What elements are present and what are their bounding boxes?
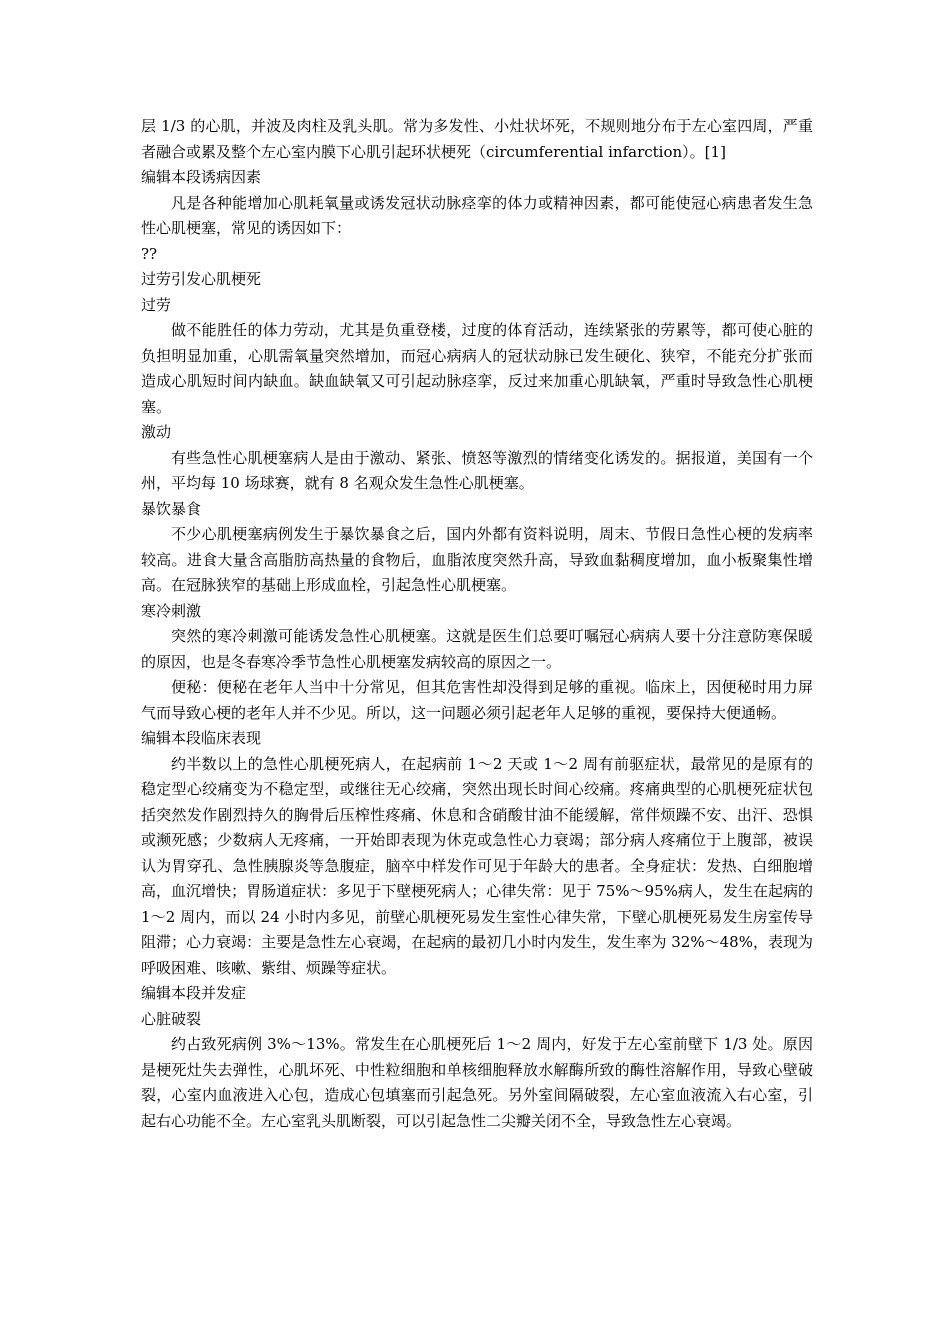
paragraph-excitement: 有些急性心肌梗塞病人是由于激动、紧张、愤怒等激烈的情绪变化诱发的。据报道，美国有一个州，平均每 10 场球赛，就有 8 名观众发生急性心肌梗塞。: [141, 448, 813, 492]
subheading-cold: 寒冷刺激: [141, 601, 202, 620]
subheading-excitement: 激动: [141, 423, 172, 441]
paragraph-causes-intro: 凡是各种能增加心肌耗氧量或诱发冠状动脉痉挛的体力或精神因素，都可能使冠心病患者发生急性心肌梗塞，常见的诱因如下：: [141, 193, 813, 237]
paragraph-overeating: 不少心肌梗塞病例发生于暴饮暴食之后，国内外都有资料说明，周末、节假日急性心梗的发病率较高。进食大量含高脂肪高热量的食物后，血脂浓度突然升高，导致血黏稠度增加，血小板聚集性增高。在冠脉狭窄的基础上形成血栓，引起急性心肌梗塞。: [141, 525, 813, 594]
paragraph-clinical: 约半数以上的急性心肌梗死病人，在起病前 1～2 天或 1～2 周有前驱症状，最常见的是原有的稳定型心绞痛变为不稳定型，或继往无心绞痛，突然出现长时间心绞痛。疼痛典型的心肌梗死症状包括突然发作剧烈持久的胸骨后压榨性疼痛、休息和含硝酸甘油不能缓解，常伴烦躁不安、出汗、恐惧或濒死感；少数病人无疼痛，一开始即表现为休克或急性心力衰竭；部分病人疼痛位于上腹部，被误认为胃穿孔、急性胰腺炎等急腹症，脑卒中样发作可见于年龄大的患者。全身症状：发热、白细胞增高，血沉增快；胃肠道症状：多见于下壁梗死病人；心律失常：见于 75%～95%病人，发生在起病的 1～2 周内，而以 24 小时内多见，前壁心肌梗死易发生室性心律失常，下壁心肌梗死易发生房室传导阻滞；心力衰竭：主要是急性左心衰竭，在起病的最初几小时内发生，发生率为 32%～48%，表现为呼吸困难、咳嗽、紫绀、烦躁等症状。: [141, 754, 813, 977]
paragraph-pathology-continuation: 层 1/3 的心肌，并波及肉柱及乳头肌。常为多发性、小灶状坏死，不规则地分布于左心室四周，严重者融合或累及整个左心室内膜下心肌引起环状梗死（circumferential infarction）。[1]: [141, 117, 813, 161]
caption-overwork: 过劳引发心肌梗死: [141, 270, 262, 288]
paragraph-overwork: 做不能胜任的体力劳动，尤其是负重登楼，过度的体育活动，连续紧张的劳累等，都可使心脏的负担明显加重，心肌需氧量突然增加，而冠心病病人的冠状动脉已发生硬化、狭窄，不能充分扩张而造成心肌短时间内缺血。缺血缺氧又可引起动脉痉挛，反过来加重心肌缺氧，严重时导致急性心肌梗塞。: [141, 321, 813, 416]
subheading-overeating: 暴饮暴食: [141, 499, 202, 518]
section-heading-clinical: 编辑本段临床表现: [141, 729, 262, 747]
image-placeholder-text: ??: [141, 244, 158, 263]
section-heading-causes: 编辑本段诱病因素: [141, 168, 262, 186]
section-heading-complications: 编辑本段并发症: [141, 984, 247, 1002]
paragraph-constipation: 便秘：便秘在老年人当中十分常见，但其危害性却没得到足够的重视。临床上，因便秘时用力屏气而导致心梗的老年人并不少见。所以，这一问题必须引起老年人足够的重视，要保持大便通畅。: [141, 678, 813, 722]
subheading-cardiac-rupture: 心脏破裂: [141, 1009, 202, 1028]
document-body: [141, 114, 813, 1134]
subheading-overwork: 过劳: [141, 295, 172, 314]
paragraph-cold: 突然的寒冷刺激可能诱发急性心肌梗塞。这就是医生们总要叮嘱冠心病病人要十分注意防寒保暖的原因，也是冬春寒冷季节急性心肌梗塞发病较高的原因之一。: [141, 627, 813, 671]
paragraph-cardiac-rupture: 约占致死病例 3%～13%。常发生在心肌梗死后 1～2 周内，好发于左心室前壁下 1/3 处。原因是梗死灶失去弹性，心肌坏死、中性粒细胞和单核细胞释放水解酶所致的酶性溶解作用，导致心壁破裂，心室内血液进入心包，造成心包填塞而引起急死。另外室间隔破裂，左心室血液流入右心室，引起右心功能不全。左心室乳头肌断裂，可以引起急性二尖瓣关闭不全，导致急性左心衰竭。: [141, 1035, 813, 1130]
